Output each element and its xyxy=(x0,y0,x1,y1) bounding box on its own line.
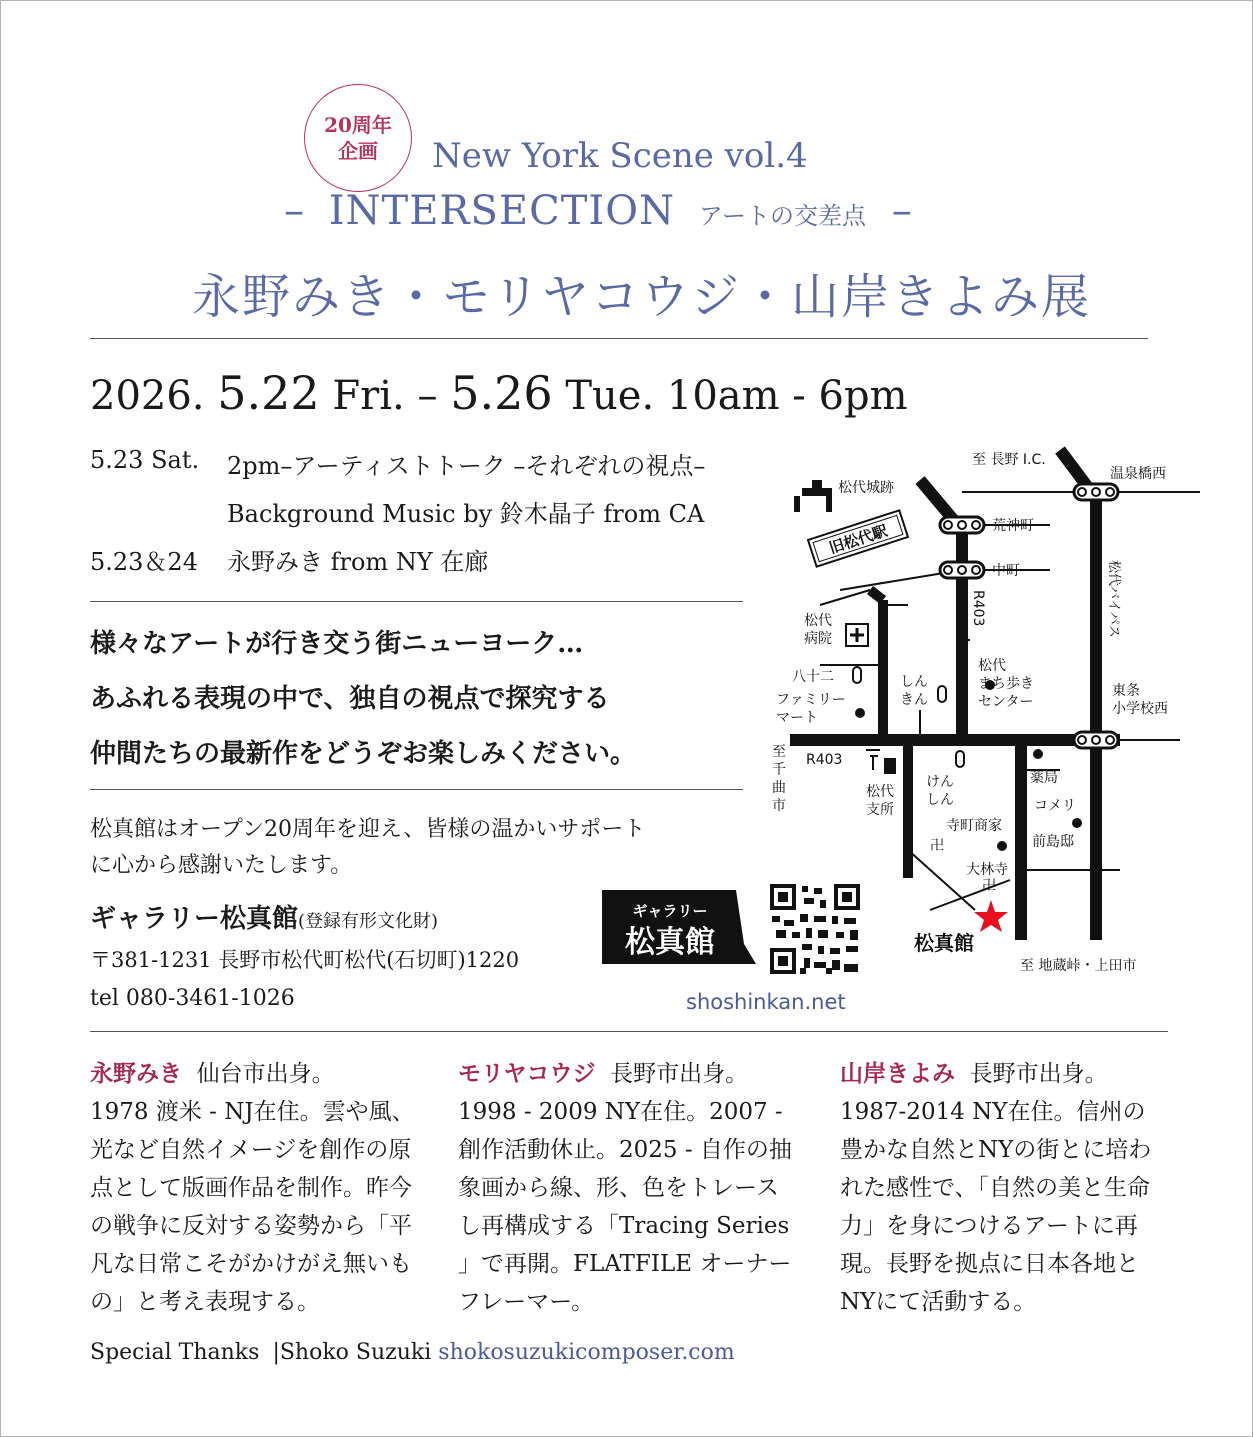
subtitle-dash-left: – xyxy=(284,188,305,234)
map-shinkin-1: しん xyxy=(900,674,928,690)
artist-origin: 長野市出身。 xyxy=(610,1061,749,1087)
map-dairinji: 大林寺 xyxy=(966,862,1008,878)
gallery-address: 〒381-1231 長野市松代町松代(石切町)1220 xyxy=(90,948,520,972)
old-station-label: 旧松代駅 xyxy=(826,521,890,558)
event-2-date: 5.23＆24 xyxy=(90,548,198,576)
date-start-day: Fri. xyxy=(332,373,405,419)
teramachi-marker xyxy=(997,841,1007,851)
date-end: 5.26 xyxy=(450,366,553,420)
date-end-day: Tue. xyxy=(565,373,655,419)
event-1-music: Background Music by 鈴木晶子 from CA xyxy=(227,500,705,528)
intro-line-3: 仲間たちの最新作をどうぞお楽しみください。 xyxy=(90,739,637,769)
thanks-line-2: に心から感謝いたします。 xyxy=(90,853,353,878)
thanks-name: Shoko Suzuki xyxy=(279,1340,432,1365)
opening-hours: 10am - 6pm xyxy=(666,373,908,419)
map-pharmacy: 薬局 xyxy=(1030,770,1058,786)
artist-bio-yamagishi xyxy=(840,1055,1160,1321)
header-divider xyxy=(90,338,1148,339)
map-family-2: マート xyxy=(776,710,818,726)
date-separator: – xyxy=(417,373,438,419)
gallery-tel: tel 080-3461-1026 xyxy=(90,986,295,1011)
traffic-light-nakamachi xyxy=(940,562,984,578)
map-to-chikuma-4: 市 xyxy=(772,798,786,814)
logo-main-text: 松真館 xyxy=(625,925,715,960)
gallery-logo xyxy=(598,884,758,972)
artist-name: 永野みき xyxy=(90,1060,182,1087)
thanks-divider: | xyxy=(272,1340,280,1365)
post-office-icon xyxy=(866,750,880,770)
map-machiaruki-2: まち歩き xyxy=(978,676,1034,692)
artist-bio-text: 1978 渡米 - NJ在住。雲や風、光など自然イメージを創作の原点として版画作品を制作。昨今の戦争に反対する姿勢から「平凡な日常こそがかけがえ無いもの」と考え表現する。 xyxy=(90,1099,415,1315)
map-tojo-1: 東条 xyxy=(1112,683,1140,699)
map-bypass: 松代バイパス xyxy=(1106,560,1121,638)
temple-icon-1: 卍 xyxy=(930,838,944,854)
map-hospital-1: 松代 xyxy=(804,613,832,629)
thanks-label: Special Thanks xyxy=(90,1340,260,1365)
castle-icon xyxy=(794,480,832,512)
map-family-1: ファミリー xyxy=(776,692,846,708)
gallery-name: ギャラリー松真館 xyxy=(90,904,299,934)
anniversary-badge xyxy=(304,84,412,192)
map-komeri: コメリ xyxy=(1034,798,1076,814)
map-to-chikuma-2: 千 xyxy=(772,762,786,778)
logo-top-text: ギャラリー xyxy=(632,902,708,920)
branch-office-icon xyxy=(884,758,896,774)
map-kenshin-1: けん xyxy=(926,774,954,790)
artist-bio-nagano xyxy=(90,1055,430,1321)
map-shoshinkan: 松真館 xyxy=(914,931,974,955)
map-to-chikuma-1: 至 xyxy=(772,744,786,760)
temple-icon-2: 卍 xyxy=(982,878,996,894)
old-station-sign xyxy=(808,510,908,566)
bank-icon-shinkin xyxy=(938,686,946,702)
gallery-name-line xyxy=(90,898,438,935)
bank-icon-82 xyxy=(853,667,861,683)
event-2-text: 永野みき from NY 在廊 xyxy=(227,548,489,576)
date-start: 5.22 xyxy=(217,366,320,420)
map-tojo-2: 小学校西 xyxy=(1112,701,1168,717)
map-shinkin-2: きん xyxy=(900,692,928,708)
series-title: New York Scene vol.4 xyxy=(432,136,808,176)
map-kenshin-2: しん xyxy=(926,792,954,808)
map-machiaruki-3: センター xyxy=(978,694,1034,710)
date-year: 2026. xyxy=(90,373,205,419)
intersection-jp: アートの交差点 xyxy=(698,202,866,230)
shoshinkan-star-icon xyxy=(974,900,1008,932)
map-branch-2: 支所 xyxy=(866,802,894,818)
pharmacy-marker xyxy=(1033,749,1043,759)
map-r403-vertical: R403 xyxy=(970,590,986,627)
composer-website-link[interactable]: shokosuzukicomposer.com xyxy=(438,1340,735,1365)
artist-name: モリヤコウジ xyxy=(458,1060,596,1087)
access-map xyxy=(760,440,1200,980)
artist-origin: 仙台市出身。 xyxy=(196,1061,335,1087)
map-to-jizo: 至 地蔵峠・上田市 xyxy=(1020,958,1137,974)
bank-icon-kenshin xyxy=(956,751,964,767)
map-teramachi: 寺町商家 xyxy=(946,818,1002,834)
exhibition-title: 永野みき・モリヤコウジ・山岸きよみ展 xyxy=(192,269,1092,325)
badge-line-1: 20周年 xyxy=(324,113,392,137)
gallery-heritage-note: (登録有形文化財) xyxy=(298,911,439,932)
map-to-nagano-ic: 至 長野 I.C. xyxy=(972,452,1046,468)
special-thanks xyxy=(90,1340,735,1365)
intro-divider xyxy=(90,789,743,790)
artist-bio-moriya xyxy=(458,1055,798,1321)
map-arakami: 荒神町 xyxy=(992,518,1034,534)
gallery-website-link[interactable]: shoshinkan.net xyxy=(686,990,846,1014)
map-bank-82: 八十二 xyxy=(792,669,834,685)
map-machiaruki-1: 松代 xyxy=(978,658,1006,674)
traffic-light-arakami xyxy=(940,517,984,533)
event-1-text: 2pm–アーティストトーク –それぞれの視点– xyxy=(227,452,706,480)
thanks-line-1: 松真館はオープン20周年を迎え、皆様の温かいサポート xyxy=(90,817,646,842)
map-r403-horizontal: R403 xyxy=(806,752,843,768)
komeri-marker xyxy=(1072,818,1082,828)
intersection-title: INTERSECTION xyxy=(328,188,675,234)
exhibition-dates xyxy=(90,366,908,420)
artist-name: 山岸きよみ xyxy=(840,1060,955,1087)
road-old-line-2 xyxy=(820,590,870,605)
map-to-chikuma-3: 曲 xyxy=(772,780,786,796)
family-mart-marker xyxy=(855,708,865,718)
map-hospital-2: 病院 xyxy=(804,631,832,647)
intro-line-2: あふれる表現の中で、独自の視点で探究する xyxy=(90,684,610,714)
artist-origin: 長野市出身。 xyxy=(969,1061,1108,1087)
subtitle-dash-right: – xyxy=(891,188,913,234)
artist-bio-text: 1998 - 2009 NY在住。2007 - 創作活動休止。2025 - 自作の抽象画から線、形、色をトレースし再構成する「Tracing Series 」で再開。FLATFILE オーナーフレーマー。 xyxy=(458,1099,792,1315)
map-nakamachi: 中町 xyxy=(992,563,1020,579)
event-1-date: 5.23 Sat. xyxy=(90,446,200,474)
traffic-light-tojo xyxy=(1074,732,1118,748)
road-dairinji-diagonal xyxy=(908,850,975,910)
road-old-station xyxy=(870,590,883,600)
map-onsen: 温泉橋西 xyxy=(1110,466,1166,482)
map-maejima: 前島邸 xyxy=(1032,834,1074,850)
traffic-light-onsen xyxy=(1074,484,1118,500)
artist-bio-text: 1987-2014 NY在住。信州の豊かな自然とNYの街とに培われた感性で、「自然の美と生命力」を身につけるアートに再現。長野を拠点に日本各地とNYにて活動する。 xyxy=(840,1099,1152,1315)
badge-line-2: 企画 xyxy=(338,139,378,163)
bio-divider xyxy=(90,1031,1168,1032)
subtitle-line xyxy=(284,188,913,234)
intro-line-1: 様々なアートが行き交う街ニューヨーク… xyxy=(90,629,584,659)
events-divider xyxy=(90,601,743,602)
map-branch-1: 松代 xyxy=(866,784,894,800)
map-castle: 松代城跡 xyxy=(838,480,894,496)
